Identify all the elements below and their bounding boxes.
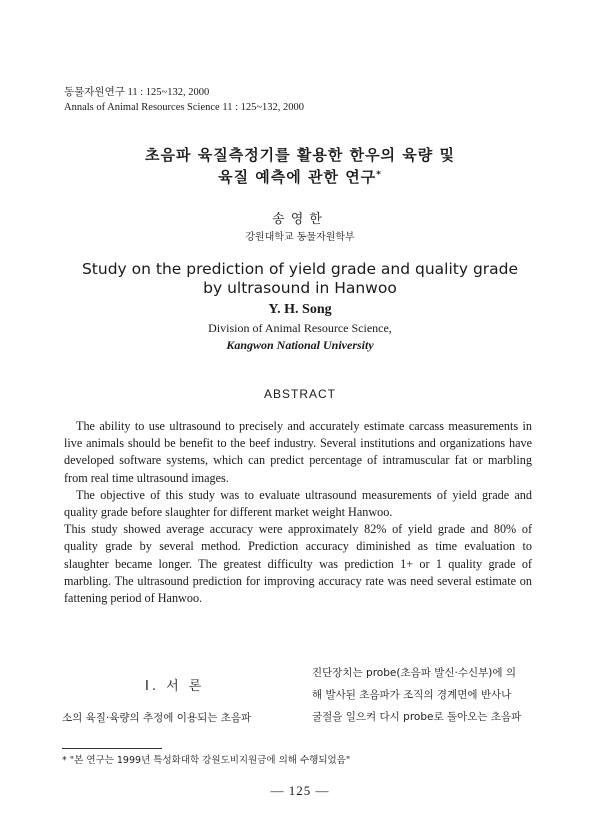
right-column-line: 해 발사된 초음파가 조직의 경계면에 반사나 xyxy=(312,689,512,701)
korean-title-line2 xyxy=(0,166,600,188)
abstract-heading: ABSTRACT xyxy=(263,387,336,401)
author-english-university: Kangwon National University xyxy=(226,338,374,352)
right-column-line: 진단장치는 probe(초음파 발신·수신부)에 의 xyxy=(312,667,516,679)
abstract-paragraph: The objective of this study was to evaluate ultrasound measurements of yield grade and quality grade before slaughter for different market weight Hanwoo. xyxy=(64,487,532,520)
footnote-rule xyxy=(62,748,162,749)
author-english-division: Division of Animal Resource Science, xyxy=(208,321,392,335)
abstract-paragraph: This study showed average accuracy were approximately 82% of yield grade and 80% of quality grade by several method. Prediction accuracy diminished as time evaluation to slaughter became longer. The greatest difficulty was prediction 1+ or 1 quality grade of marbling. The ultrasound prediction for improving accuracy rate was need several estimate on fattening period of Hanwoo. xyxy=(64,522,532,606)
journal-citation-english: Annals of Animal Resources Science 11 : 125~132, 2000 xyxy=(64,102,305,113)
korean-title-line1: 초음파 육질측정기를 활용한 한우의 육량 및 xyxy=(145,146,455,164)
left-column-text: 소의 육질·육량의 추정에 이용되는 초음파 xyxy=(62,712,252,724)
english-title-line2: by ultrasound in Hanwoo xyxy=(203,279,397,297)
author-korean-affiliation: 강원대학교 동물자원학부 xyxy=(245,232,355,243)
abstract-paragraph: The ability to use ultrasound to precisely and accurately estimate carcass measurements in live animals should be benefit to the beef industry. Several institutions and organizations have developed software systems, which can predict percentage of intramuscular fat or marbling from real time ultrasound images. xyxy=(64,419,532,485)
page-number: — 125 — xyxy=(270,783,330,798)
korean-title-text: 육질 예측에 관한 연구 xyxy=(218,168,377,186)
footnote: * "본 연구는 1999년 특성화대학 강원도비지원금에 의해 수행되었음" xyxy=(62,755,351,766)
author-english-name: Y. H. Song xyxy=(268,302,332,317)
right-column-line: 굴절을 일으켜 다시 probe로 돌아오는 초음파 xyxy=(312,711,522,723)
english-title-line1: Study on the prediction of yield grade and quality grade xyxy=(81,260,519,278)
title-footnote-mark: * xyxy=(376,170,382,180)
abstract-body xyxy=(64,418,532,607)
author-korean-name: 송영한 xyxy=(272,212,328,227)
journal-citation-korean: 동물자원연구 11 : 125~132, 2000 xyxy=(64,87,210,98)
section-heading: I. 서 론 xyxy=(145,679,205,694)
